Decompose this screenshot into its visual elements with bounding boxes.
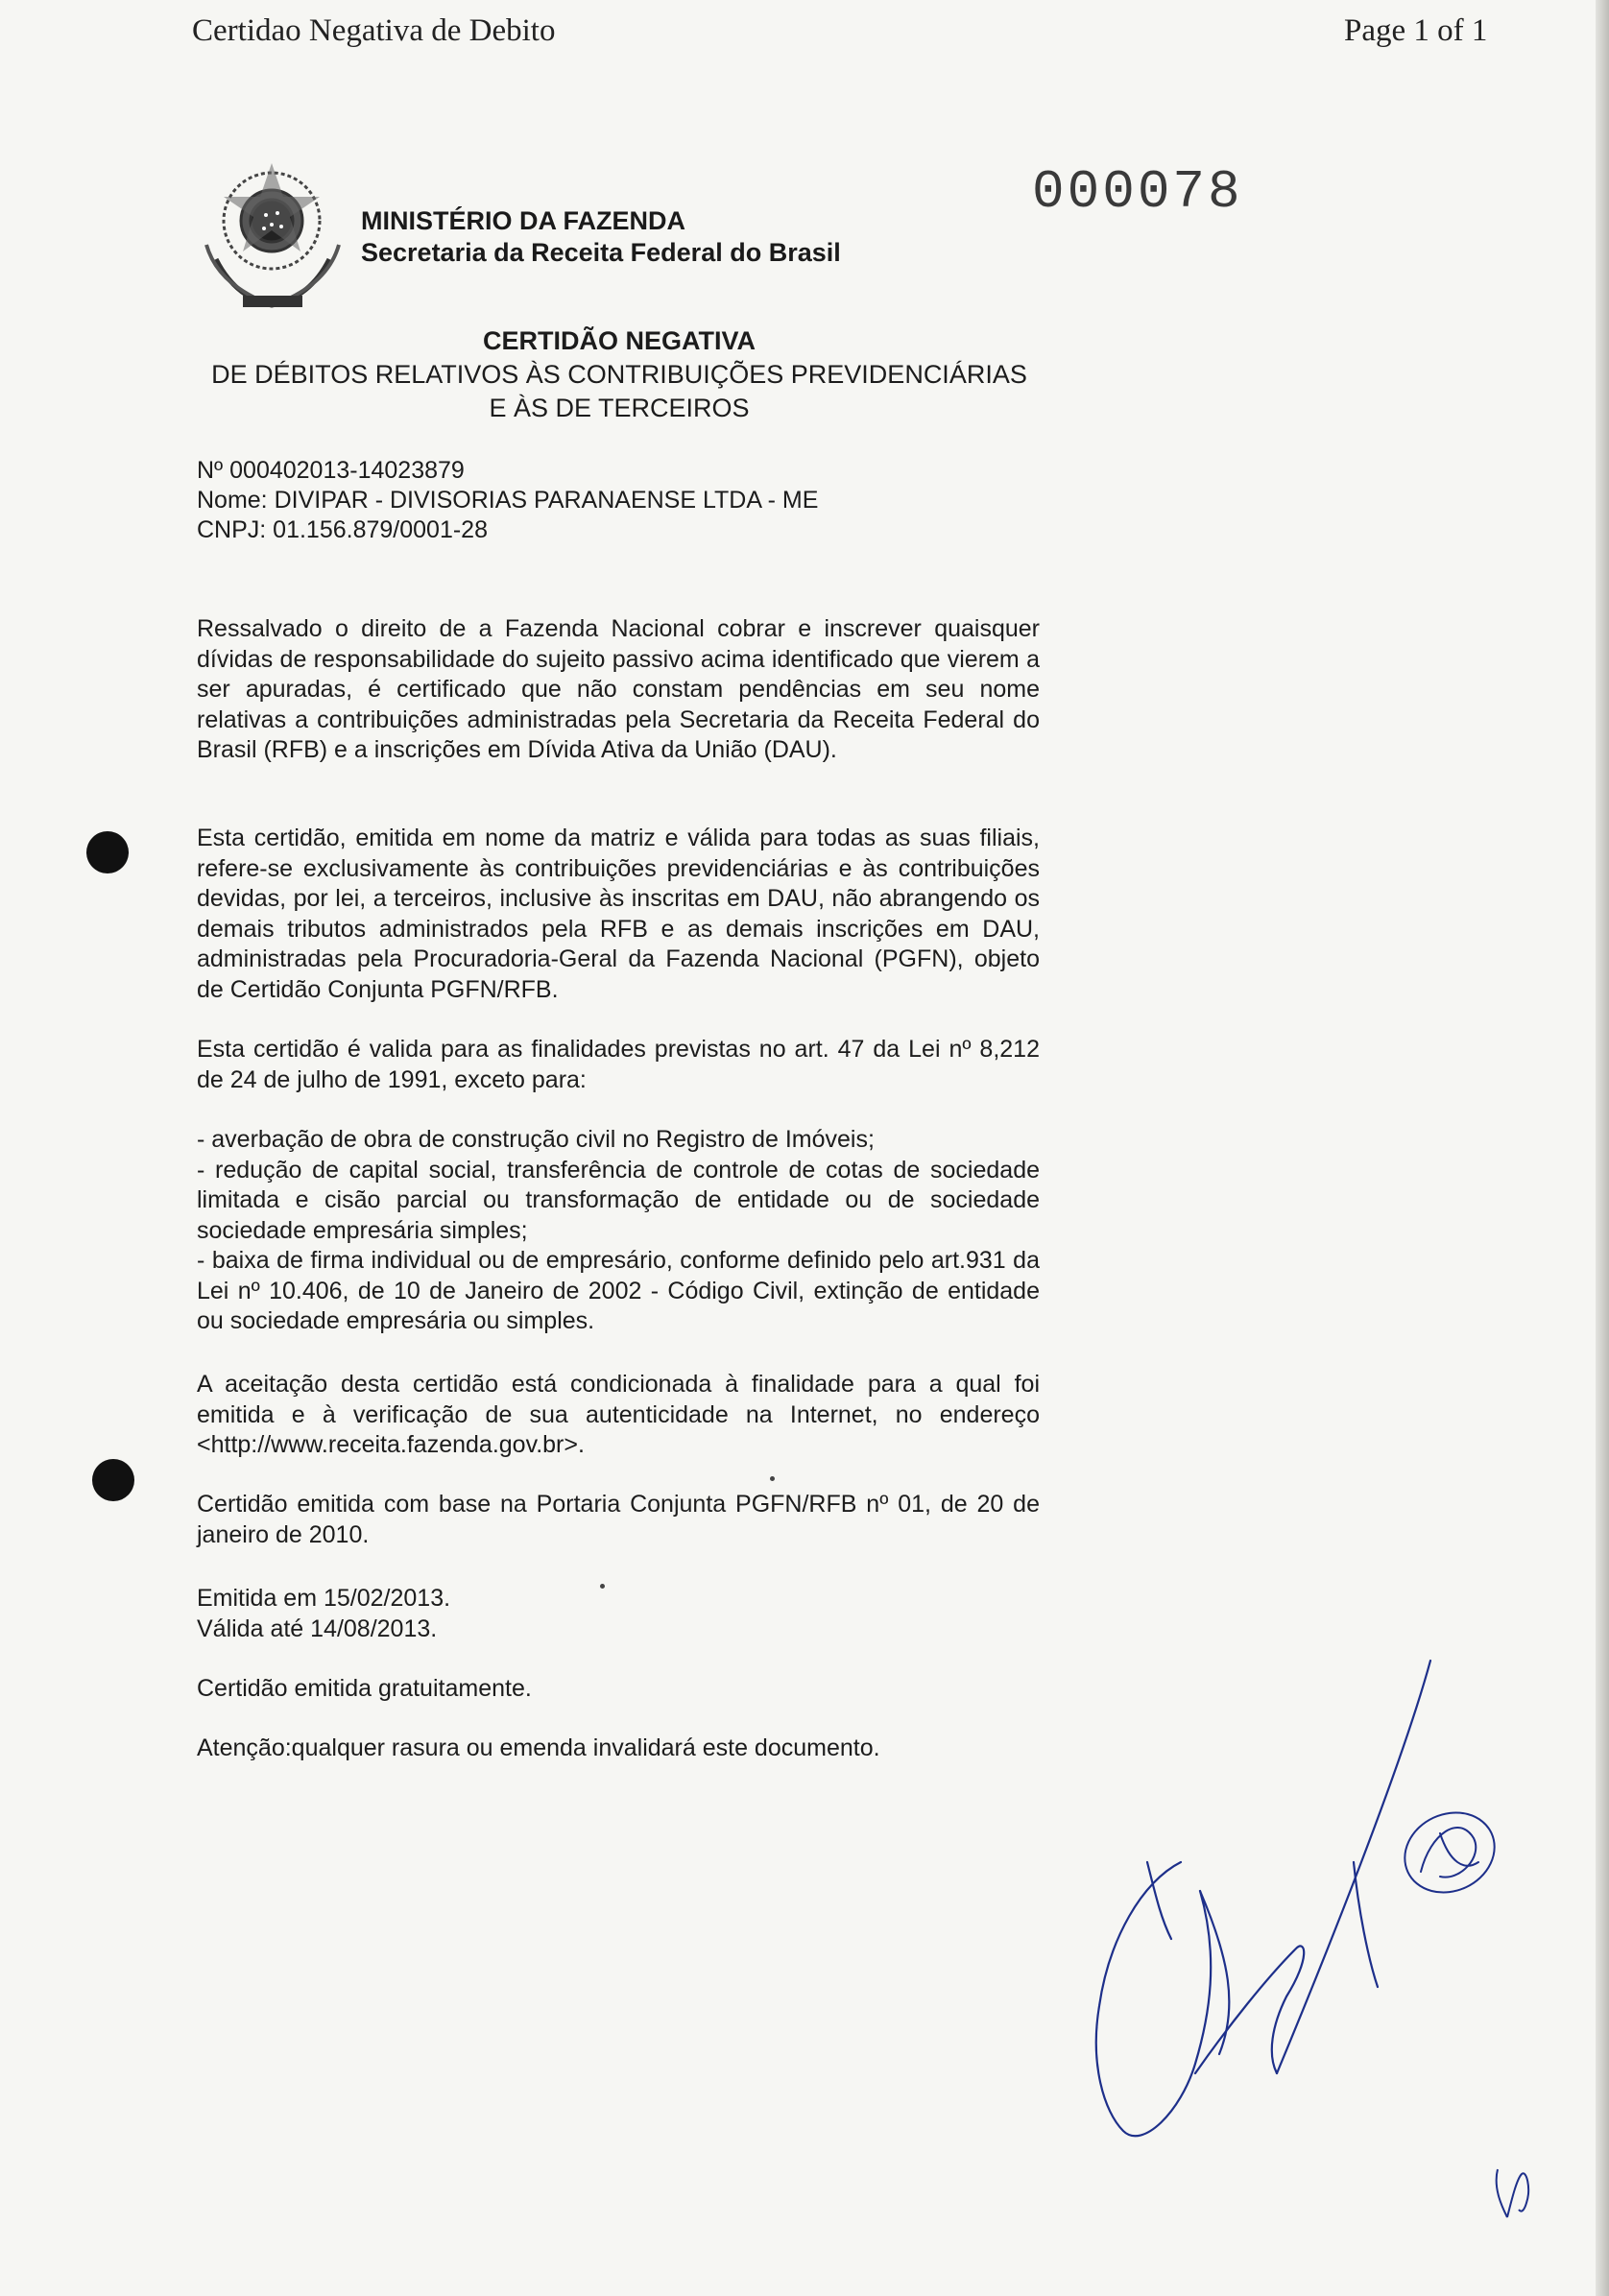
cnpj: CNPJ: 01.156.879/0001-28 xyxy=(197,516,488,543)
ministry-name: MINISTÉRIO DA FAZENDA xyxy=(361,206,686,235)
warning-note: Atenção:qualquer rasura ou emenda invalidará este documento. xyxy=(197,1734,880,1761)
page-edge xyxy=(1596,0,1609,2296)
exception-item: - baixa de firma individual ou de empresário, conforme definido pelo art.931 da Lei nº 10.406, de 10 de Janeiro de 2002 - Código Civil, extinção de entidade ou sociedade empresária ou simples. xyxy=(197,1247,1040,1334)
secretariat-name: Secretaria da Receita Federal do Brasil xyxy=(361,238,841,267)
company-name: Nome: DIVIPAR - DIVISORIAS PARANAENSE LTDA - ME xyxy=(197,487,819,514)
paragraph-validity: Esta certidão é valida para as finalidades previstas no art. 47 da Lei nº 8,212 de 24 de julho de 1991, exceto para: xyxy=(197,1036,1040,1093)
paragraph-acceptance: A aceitação desta certidão está condicionada à finalidade para a qual foi emitida e à verificação de sua autenticidade na Internet, no endereço <http://www.receita.fazenda.gov.br>. xyxy=(197,1371,1040,1458)
certificate-number: Nº 000402013-14023879 xyxy=(197,457,465,484)
page-number: Page 1 of 1 xyxy=(1344,13,1488,48)
free-issue-note: Certidão emitida gratuitamente. xyxy=(197,1675,532,1702)
paragraph-scope: Esta certidão, emitida em nome da matriz e válida para todas as suas filiais, refere-se exclusivamente às contribuições previdenciárias e às contribuições devidas, por lei, a terceiros, inclusive às inscritas em DAU, não abrangendo os demais tributos administrados pela RFB e as demais inscrições em DAU, administradas pela Procuradoria-Geral da Fazenda Nacional (PGFN), objeto de Certidão Conjunta PGFN/RFB. xyxy=(197,825,1040,1003)
paragraph-reservation: Ressalvado o direito de a Fazenda Nacional cobrar e inscrever quaisquer dívidas de responsabilidade do sujeito passivo acima identificado que vierem a ser apuradas, é certificado que não constam pendências em seu nome relativas a contribuições administradas pela Secretaria da Receita Federal do Brasil (RFB) e a inscrições em Dívida Ativa da União (DAU). xyxy=(197,615,1040,763)
folio-stamp: 000078 xyxy=(1032,161,1243,223)
valid-until-date: Válida até 14/08/2013. xyxy=(197,1614,438,1642)
certificate-title xyxy=(192,324,1046,425)
exception-item: - redução de capital social, transferência de controle de cotas de sociedade limitada e cisão parcial ou transformação de entidade ou de sociedade sociedade empresária simples; xyxy=(197,1156,1040,1244)
handwritten-signature xyxy=(1037,1574,1574,2150)
punch-hole xyxy=(86,831,129,873)
certificate-title-line3: E ÀS DE TERCEIROS xyxy=(489,394,750,422)
certificate-title-line1: CERTIDÃO NEGATIVA xyxy=(482,326,756,355)
punch-hole xyxy=(92,1459,134,1501)
speck xyxy=(600,1584,605,1589)
exception-item: - averbação de obra de construção civil no Registro de Imóveis; xyxy=(197,1126,875,1153)
certificate-title-line2: DE DÉBITOS RELATIVOS ÀS CONTRIBUIÇÕES PREVIDENCIÁRIAS xyxy=(211,360,1027,389)
header-title: Certidao Negativa de Debito xyxy=(192,13,556,48)
identification-block xyxy=(197,456,818,545)
paragraph-legal-basis: Certidão emitida com base na Portaria Conjunta PGFN/RFB nº 01, de 20 de janeiro de 2010. xyxy=(197,1491,1040,1548)
dates-block xyxy=(197,1584,1040,1644)
handwritten-initials xyxy=(1478,2150,1555,2227)
issue-date: Emitida em 15/02/2013. xyxy=(197,1585,451,1612)
speck xyxy=(770,1476,775,1481)
exceptions-list xyxy=(197,1125,1040,1337)
brazil-coat-of-arms-icon xyxy=(197,154,355,317)
ministry-heading xyxy=(361,205,841,269)
